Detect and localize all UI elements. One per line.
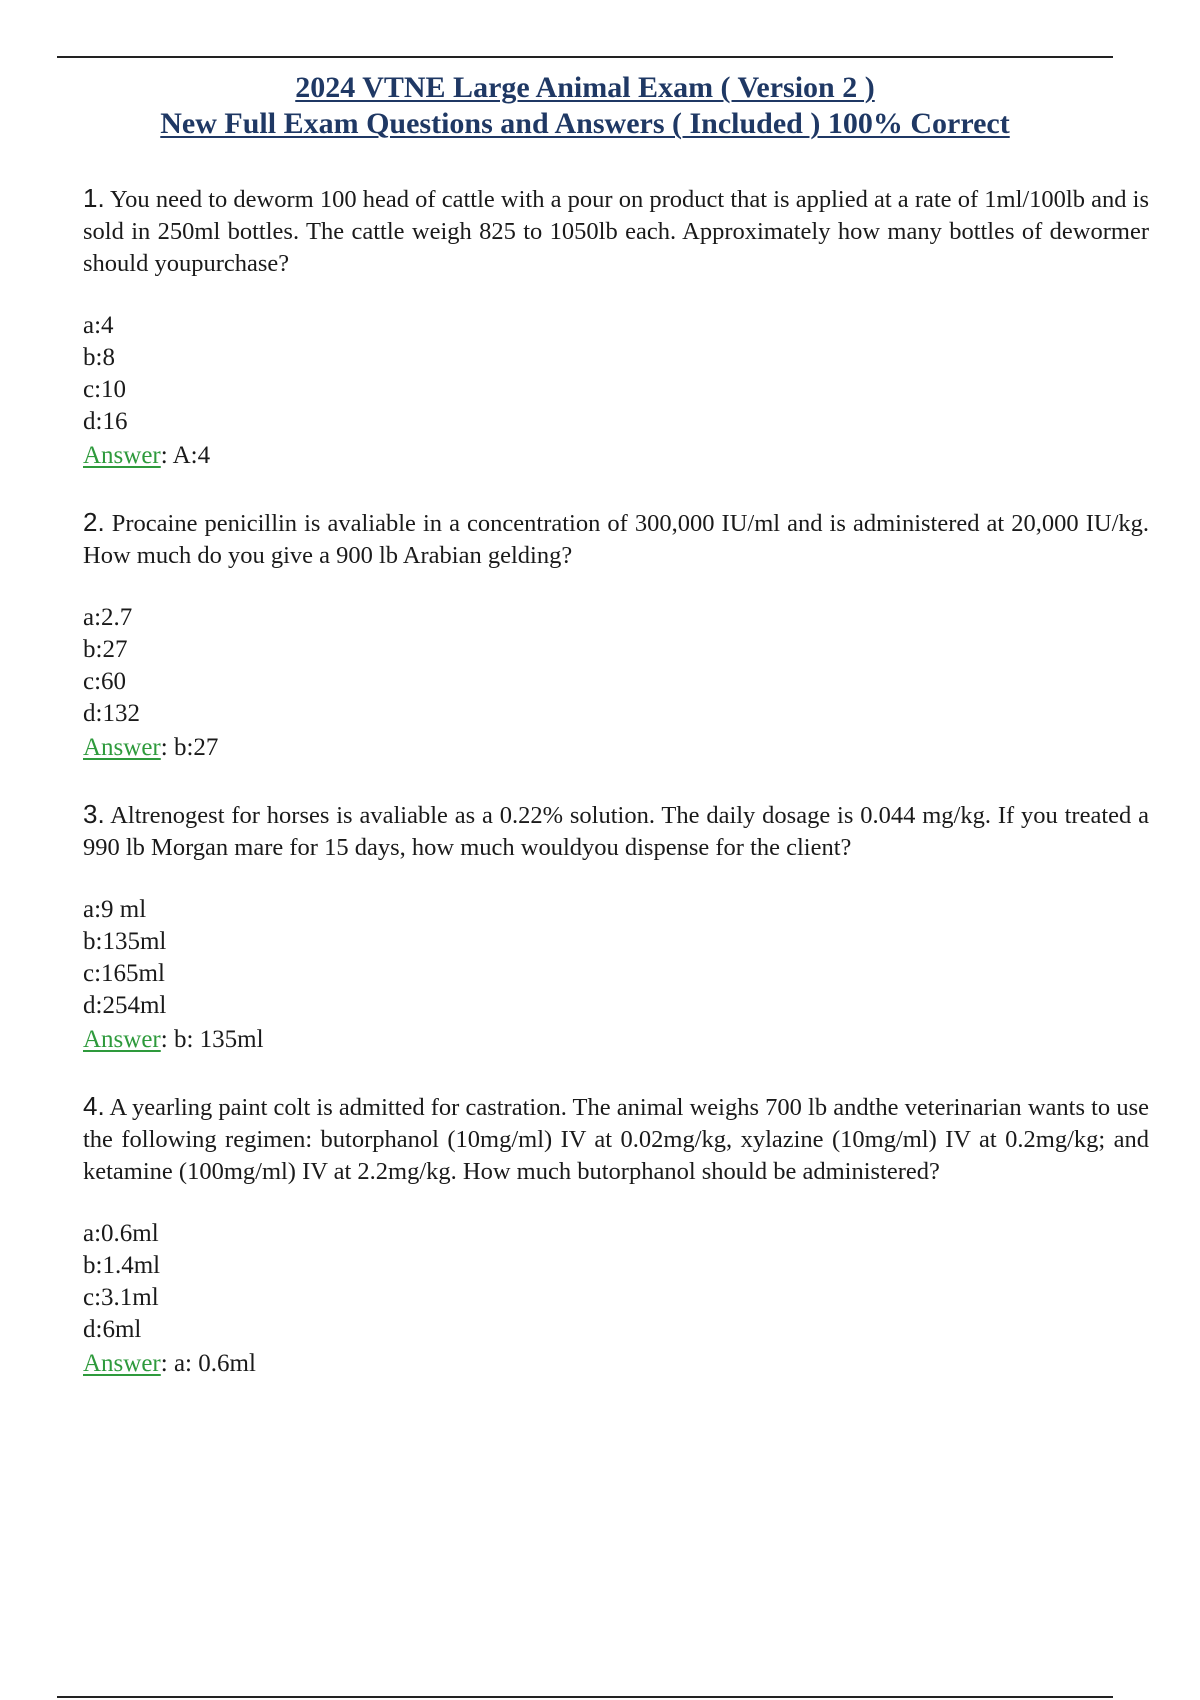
answer-value: : b: 135ml [160,1026,264,1053]
option-c: c:3.1ml [83,1284,159,1311]
option-d: d:254ml [83,992,167,1019]
question-1 [83,182,1149,474]
question-body: You need to deworm 100 head of cattle with a pour on product that is applied at a rate of 1ml/100lb and is sold in 250ml bottles. The cattle weigh 825 to 1050lb each. Approximately how many bottles of dewormer should youpurchase? [83,186,1149,277]
top-rule [57,56,1113,58]
question-number: 3. [83,799,105,829]
answer-line [83,730,1149,766]
question-list [83,182,1149,1414]
option-a: a:2.7 [83,604,133,631]
option-list [83,310,1149,438]
answer-label: Answer [83,1350,161,1377]
bottom-rule [57,1696,1113,1698]
answer-value: : A:4 [160,442,211,469]
answer-line [83,438,1149,474]
option-c: c:60 [83,668,127,695]
question-2 [83,506,1149,766]
document-subtitle: New Full Exam Questions and Answers ( Included ) 100% Correct [160,107,1010,140]
question-3 [83,798,1149,1058]
option-a: a:9 ml [83,896,147,923]
option-list [83,1218,1149,1346]
answer-label: Answer [83,1026,161,1053]
question-number: 2. [83,507,105,537]
document-header [0,70,1170,142]
answer-label: Answer [83,442,161,469]
answer-value: : b:27 [160,734,219,761]
option-list [83,602,1149,730]
option-b: b:1.4ml [83,1252,161,1279]
question-body: Altrenogest for horses is avaliable as a 0.22% solution. The daily dosage is 0.044 mg/kg. If you treated a 990 lb Morgan mare for 15 days, how much wouldyou dispense for the client? [83,802,1149,861]
option-c: c:10 [83,376,127,403]
question-body: A yearling paint colt is admitted for castration. The animal weighs 700 lb andthe veterinarian wants to use the following regimen: butorphanol (10mg/ml) IV at 0.02mg/kg, xylazine (10mg/ml) IV at 0.2mg/kg; and ketamine (100mg/ml) IV at 2.2mg/kg. How much butorphanol should be administered? [83,1094,1149,1185]
answer-line [83,1022,1149,1058]
option-a: a:0.6ml [83,1220,159,1247]
option-b: b:135ml [83,928,167,955]
question-text [83,1090,1149,1188]
option-c: c:165ml [83,960,165,987]
option-d: d:6ml [83,1316,142,1343]
option-b: b:8 [83,344,115,371]
option-d: d:16 [83,408,128,435]
document-title: 2024 VTNE Large Animal Exam ( Version 2 ) [295,71,875,104]
question-number: 1. [83,183,105,213]
answer-line [83,1346,1149,1382]
option-list [83,894,1149,1022]
answer-value: : a: 0.6ml [160,1350,256,1377]
question-body: Procaine penicillin is avaliable in a concentration of 300,000 IU/ml and is administered at 20,000 IU/kg. How much do you give a 900 lb Arabian gelding? [83,510,1150,569]
answer-label: Answer [83,734,161,761]
question-number: 4. [83,1091,105,1121]
option-a: a:4 [83,312,114,339]
question-4 [83,1090,1149,1382]
question-text [83,182,1149,280]
question-text [83,798,1149,864]
option-b: b:27 [83,636,128,663]
option-d: d:132 [83,700,140,727]
question-text [83,506,1149,572]
